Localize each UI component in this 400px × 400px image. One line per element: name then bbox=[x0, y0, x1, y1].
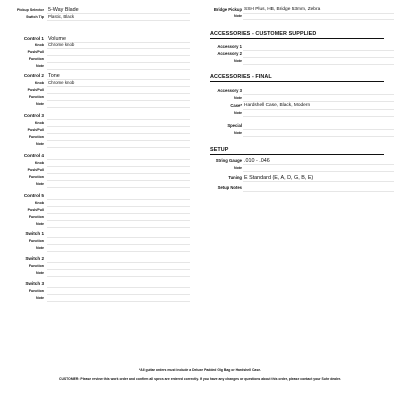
footer-case-note: *All guitar orders must include a Deluxe Padded Gig Bag or Hardshell Case. bbox=[138, 368, 262, 372]
tuning-row bbox=[198, 174, 394, 182]
switch-tip-row bbox=[0, 13, 190, 21]
section-accessories-final: ACCESSORIES - FINAL bbox=[210, 74, 384, 82]
setup-note1-row bbox=[198, 164, 394, 172]
field-line bbox=[47, 251, 190, 252]
control4-note-row bbox=[0, 180, 190, 188]
switch1-note-row bbox=[0, 244, 190, 252]
field-line bbox=[243, 19, 394, 20]
pickup-selector-label: Pickup Selector bbox=[17, 8, 44, 12]
control1-value: Volume bbox=[48, 36, 66, 42]
switch2-note-row bbox=[0, 269, 190, 277]
setup-notes-label: Setup Notes bbox=[217, 185, 242, 190]
case-label: Case* bbox=[230, 103, 242, 108]
accessory1-label: Accessory 1 bbox=[217, 44, 242, 49]
control1-note-row bbox=[0, 62, 190, 70]
control5-note-label: Note bbox=[36, 222, 44, 226]
control4-pushpull-label: Push/Pull bbox=[27, 168, 44, 172]
pickup-selector-value: 5-Way Blade bbox=[48, 7, 79, 13]
field-line bbox=[243, 136, 394, 137]
control2-knob-label: Knob bbox=[34, 81, 44, 85]
bridge-pickup-note-label: Note bbox=[234, 14, 242, 18]
accessories-final-note3-label: Note bbox=[234, 131, 242, 135]
bridge-pickup-label: Bridge Pickup bbox=[213, 7, 242, 12]
control4-function-label: Function bbox=[28, 175, 44, 179]
accessories-final-note2-row bbox=[198, 109, 394, 117]
field-line bbox=[47, 187, 190, 188]
string-gauge-label: String Gauge bbox=[215, 158, 242, 163]
section-setup: SETUP bbox=[210, 147, 384, 155]
switch2-note-label: Note bbox=[36, 271, 44, 275]
field-line bbox=[47, 301, 190, 302]
control1-knob-label: Knob bbox=[34, 43, 44, 47]
accessories-final-note3-row bbox=[198, 129, 394, 137]
accessories-final-note2-label: Note bbox=[234, 111, 242, 115]
control2-note-label: Note bbox=[36, 102, 44, 106]
section-accessories-customer: ACCESSORIES - CUSTOMER SUPPLIED bbox=[210, 31, 384, 39]
field-line bbox=[47, 69, 190, 70]
control2-label: Control 2 bbox=[23, 73, 44, 78]
switch3-function-label: Function bbox=[28, 289, 44, 293]
control2-note-row bbox=[0, 100, 190, 108]
switch-tip-value: Plastic, Black bbox=[48, 14, 75, 19]
switch2-function-label: Function bbox=[28, 264, 44, 268]
bridge-pickup-value: SSH Plus, HB, Bridge 53mm, Zebra bbox=[244, 7, 321, 12]
field-line bbox=[47, 107, 190, 108]
control1-function-label: Function bbox=[28, 57, 44, 61]
setup-notes-row bbox=[198, 184, 394, 192]
control3-function-label: Function bbox=[28, 135, 44, 139]
control3-label: Control 3 bbox=[23, 113, 44, 118]
switch-tip-label: Switch Tip bbox=[26, 15, 44, 19]
case-value: Hardshell Case, Black, Modern bbox=[244, 103, 311, 108]
special-label: Special bbox=[227, 123, 242, 128]
control5-pushpull-label: Push/Pull bbox=[27, 208, 44, 212]
control2-knob-value: Chrome knob bbox=[48, 80, 75, 85]
field-line bbox=[243, 116, 394, 117]
accessory2-label: Accessory 2 bbox=[217, 51, 242, 56]
control3-note-label: Note bbox=[36, 142, 44, 146]
control2-pushpull-label: Push/Pull bbox=[27, 88, 44, 92]
field-line bbox=[47, 147, 190, 148]
switch3-note-row bbox=[0, 294, 190, 302]
control3-pushpull-label: Push/Pull bbox=[27, 128, 44, 132]
setup-note1-label: Note bbox=[234, 166, 242, 170]
accessories-final-note1-row bbox=[198, 94, 394, 102]
control3-knob-label: Knob bbox=[34, 121, 44, 125]
control4-note-label: Note bbox=[36, 182, 44, 186]
accessory3-label: Accessory 3 bbox=[217, 88, 242, 93]
switch1-label: Switch 1 bbox=[25, 231, 44, 236]
control5-function-label: Function bbox=[28, 215, 44, 219]
control2-function-label: Function bbox=[28, 95, 44, 99]
bridge-pickup-note-row bbox=[198, 12, 394, 20]
field-line bbox=[243, 171, 394, 172]
control1-note-label: Note bbox=[36, 64, 44, 68]
control3-note-row bbox=[0, 140, 190, 148]
control4-knob-label: Knob bbox=[34, 161, 44, 165]
control1-knob-value: Chrome knob bbox=[48, 42, 75, 47]
field-line bbox=[47, 276, 190, 277]
control5-knob-label: Knob bbox=[34, 201, 44, 205]
control1-label: Control 1 bbox=[23, 36, 44, 41]
switch3-label: Switch 3 bbox=[25, 281, 44, 286]
accessories-customer-note-row bbox=[198, 57, 394, 65]
control5-label: Control 5 bbox=[23, 193, 44, 198]
field-line bbox=[47, 20, 190, 21]
field-line bbox=[243, 191, 394, 192]
switch1-note-label: Note bbox=[36, 246, 44, 250]
switch2-label: Switch 2 bbox=[25, 256, 44, 261]
field-line bbox=[243, 181, 394, 182]
control1-pushpull-label: Push/Pull bbox=[27, 50, 44, 54]
switch3-note-label: Note bbox=[36, 296, 44, 300]
control4-label: Control 4 bbox=[23, 153, 44, 158]
tuning-value: E Standard (E, A, D, G, B, E) bbox=[244, 175, 314, 181]
string-gauge-value: .010 - .046 bbox=[244, 158, 270, 164]
accessories-final-note1-label: Note bbox=[234, 96, 242, 100]
control2-value: Tone bbox=[48, 73, 60, 79]
tuning-label: Tuning bbox=[228, 175, 242, 180]
footer-customer-note: CUSTOMER: Please review this work order and confirm all specs are entered correctly. If you have any changes or questions about this order, please contact your Suhr dealer. bbox=[59, 377, 341, 381]
control5-note-row bbox=[0, 220, 190, 228]
field-line bbox=[47, 227, 190, 228]
field-line bbox=[243, 64, 394, 65]
accessories-customer-note-label: Note bbox=[234, 59, 242, 63]
switch1-function-label: Function bbox=[28, 239, 44, 243]
